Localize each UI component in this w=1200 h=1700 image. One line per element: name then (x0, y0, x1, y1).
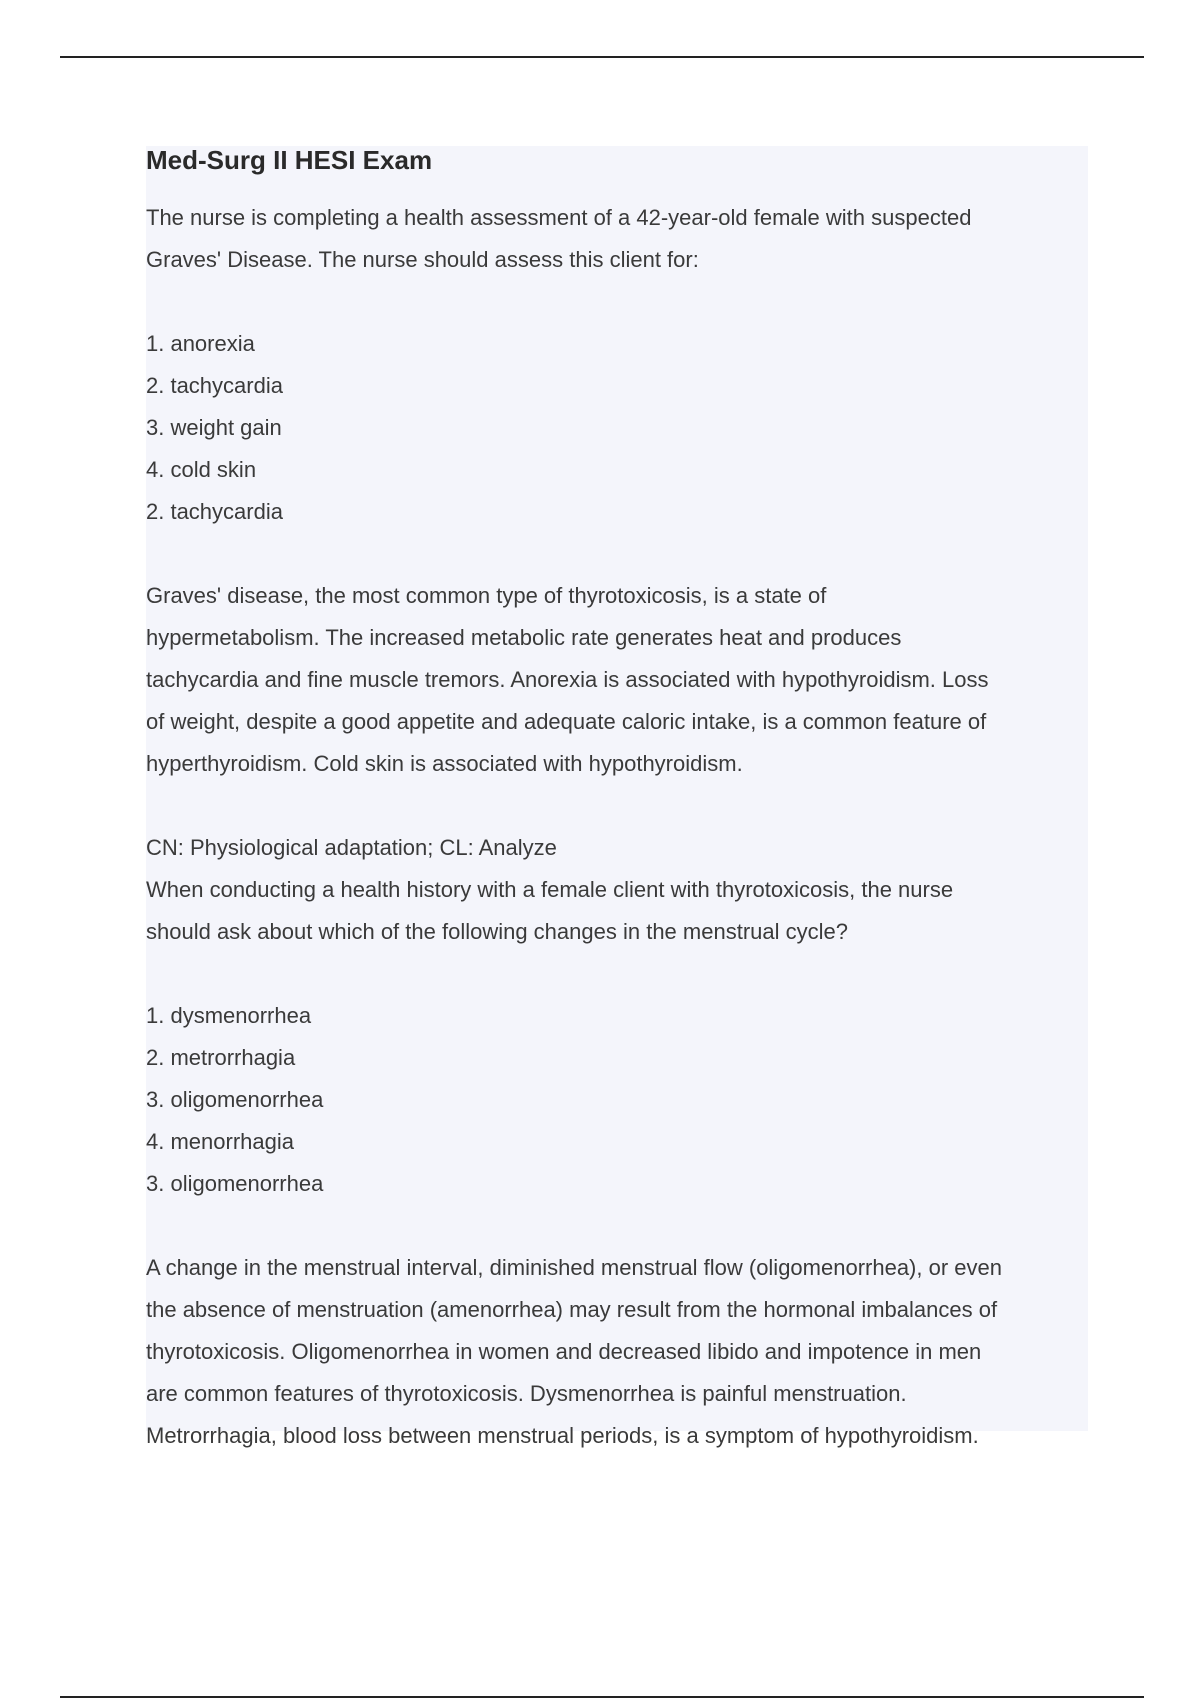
question-1-rationale: Graves' disease, the most common type of thyrotoxicosis, is a state of (146, 583, 827, 608)
question-1-stem: The nurse is completing a health assessment of a 42-year-old female with suspected (146, 205, 972, 230)
question-1-category: CN: Physiological adaptation; CL: Analyze (146, 835, 557, 860)
question-2-stem: When conducting a health history with a female client with thyrotoxicosis, the nurse (146, 877, 954, 902)
question-1-rationale: tachycardia and fine muscle tremors. Anorexia is associated with hypothyroidism. Loss (146, 667, 989, 692)
question-1-option: 3. weight gain (146, 415, 282, 440)
question-2-option: 3. oligomenorrhea (146, 1087, 324, 1112)
question-2-rationale: thyrotoxicosis. Oligomenorrhea in women and decreased libido and impotence in men (146, 1339, 982, 1364)
question-1-answer: 2. tachycardia (146, 499, 283, 524)
question-1-rationale: hyperthyroidism. Cold skin is associated with hypothyroidism. (146, 751, 743, 776)
question-2-option: 2. metrorrhagia (146, 1045, 296, 1070)
question-1-rationale: of weight, despite a good appetite and adequate caloric intake, is a common feature of (146, 709, 987, 734)
question-2-option: 4. menorrhagia (146, 1129, 294, 1154)
footer-rule (60, 1696, 1144, 1698)
document-content (146, 139, 1106, 1457)
question-2-answer: 3. oligomenorrhea (146, 1171, 324, 1196)
question-2-rationale: Metrorrhagia, blood loss between menstrual periods, is a symptom of hypothyroidism. (146, 1423, 979, 1448)
question-2-option: 1. dysmenorrhea (146, 1003, 312, 1028)
question-1-option: 1. anorexia (146, 331, 255, 356)
question-2-rationale: are common features of thyrotoxicosis. Dysmenorrhea is painful menstruation. (146, 1381, 907, 1406)
question-2-rationale: A change in the menstrual interval, diminished menstrual flow (oligomenorrhea), or even (146, 1255, 1002, 1280)
page-title: Med-Surg II HESI Exam (146, 145, 433, 175)
question-1-option: 4. cold skin (146, 457, 257, 482)
question-1-stem: Graves' Disease. The nurse should assess this client for: (146, 247, 699, 272)
header-rule (60, 56, 1144, 58)
question-2-rationale: the absence of menstruation (amenorrhea) may result from the hormonal imbalances of (146, 1297, 998, 1322)
question-1-option: 2. tachycardia (146, 373, 283, 398)
question-2-stem: should ask about which of the following changes in the menstrual cycle? (146, 919, 848, 944)
question-1-rationale: hypermetabolism. The increased metabolic rate generates heat and produces (146, 625, 902, 650)
